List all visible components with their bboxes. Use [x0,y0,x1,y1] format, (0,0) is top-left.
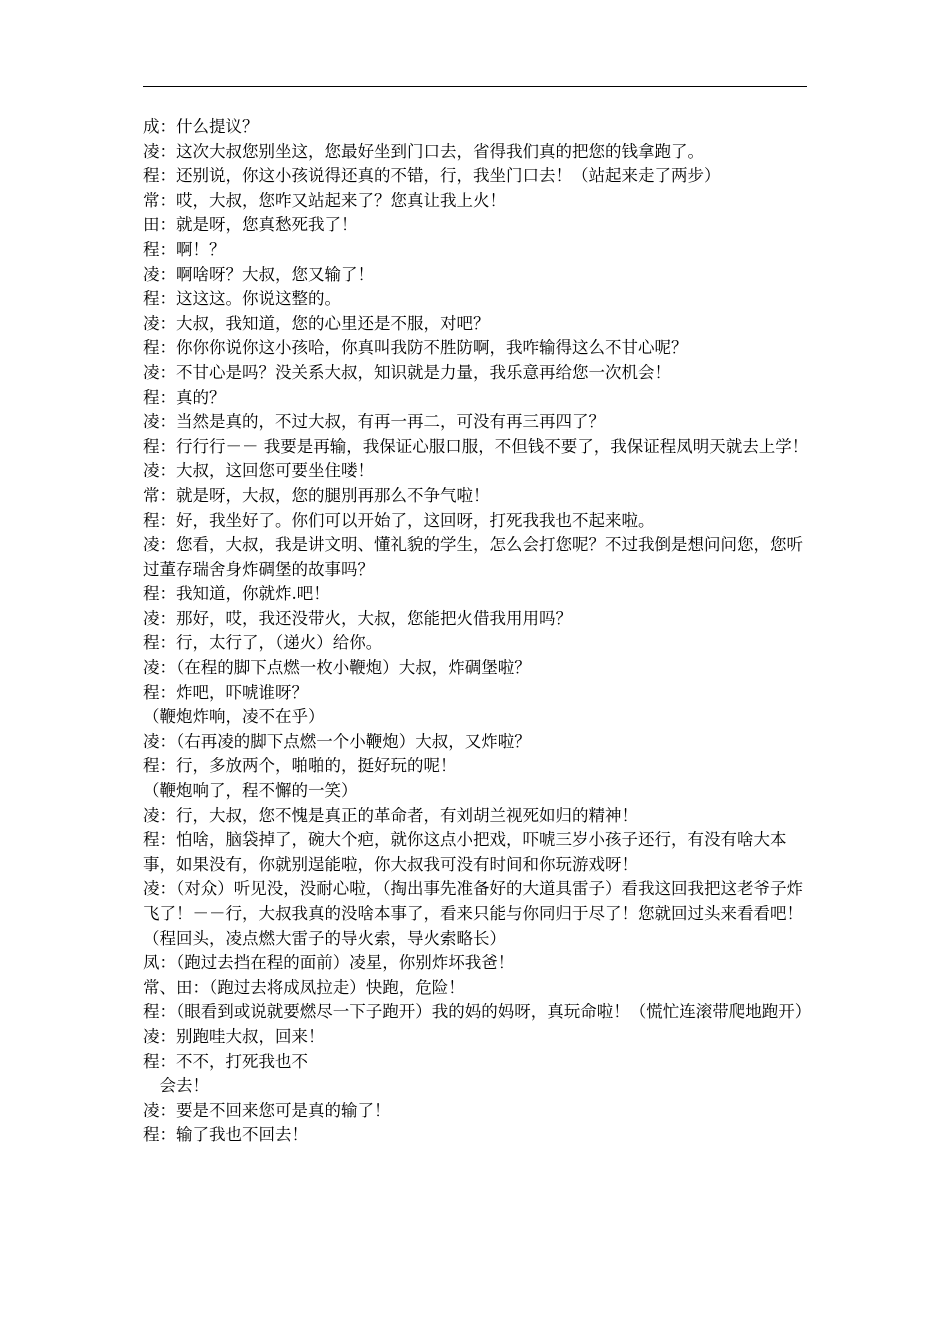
dialogue-line: 凌：行，大叔，您不愧是真正的革命者，有刘胡兰视死如归的精神！ [143,805,638,825]
dialogue-line: 凌：啊啥呀？大叔，您又输了！ [143,264,374,284]
dialogue-line: 程：你你你说你这小孩哈，你真叫我防不胜防啊，我咋输得这么不甘心呢？ [143,338,688,358]
dialogue-line: 凤：（跑过去挡在程的面前）凌星，你别炸坏我爸！ [143,953,515,973]
dialogue-line: 凌：那好，哎，我还没带火，大叔，您能把火借我用用吗？ [143,608,572,628]
dialogue-line: 凌：要是不回来您可是真的输了！ [143,1100,391,1120]
dialogue-line: 成：什么提议？ [143,117,259,136]
dialogue-line: 常、田：（跑过去将成凤拉走）快跑，危险！ [143,977,465,997]
dialogue-line: 凌：大叔，我知道，您的心里还是不服，对吧？ [143,313,490,333]
dialogue-line: 凌：（在程的脚下点燃一枚小鞭炮）大叔，炸碉堡啦？ [143,658,531,678]
dialogue-line: 常：就是呀，大叔，您的腿別再那么不争气啦！ [143,485,490,505]
dialogue-line: 程：怕啥，脑袋掉了，碗大个疤，就你这点小把戏，吓唬三岁小孩子还行，有没有啥大本事，如果没有，你就别逞能啦，你大叔我可没有时间和你玩游戏呀！ [143,830,787,874]
dialogue-line: 程：行，多放两个，啪啪的，挺好玩的呢！ [143,756,457,776]
dialogue-line: 程：不不，打死我也不 [143,1051,308,1071]
dialogue-line: 会去！ [143,1076,209,1096]
dialogue-line: 程：行行行－－ 我要是再输，我保证心服口服，不但钱不要了，我保证程凤明天就去上学！ [143,436,809,456]
dialogue-line: 凌：大叔，这回您可要坐住喽！ [143,461,374,481]
dialogue-line: 程：这这这。你说这整的。 [143,289,341,309]
dialogue-line: 凌：（对众）听见没，没耐心啦，（掏出事先准备好的大道具雷子）看我这回我把这老爷子炸飞了！－－行，大叔我真的没啥本事了，看来只能与你同归于尽了！您就回过头来看看吧！（程回头，凌点燃大雷子的导火索，导火索略长） [143,879,803,948]
dialogue-line: 程：输了我也不回去！ [143,1125,308,1145]
dialogue-line: 常：哎，大叔，您咋又站起来了？您真让我上火！ [143,190,506,210]
stage-direction: （鞭炮炸响，凌不在乎） [143,707,325,727]
dialogue-line: 程：我知道，你就炸.吧！ [143,584,330,604]
header-rule [143,86,807,87]
dialogue-line: 田：就是呀，您真愁死我了！ [143,215,358,235]
dialogue-line: 凌：当然是真的，不过大叔，有再一再二，可没有再三再四了？ [143,412,605,432]
dialogue-line: 凌：（右再凌的脚下点燃一个小鞭炮）大叔，又炸啦？ [143,731,531,751]
dialogue-line: 凌：您看，大叔，我是讲文明、懂礼貌的学生，怎么会打您呢？不过我倒是想问问您，您听过董存瑞舍身炸碉堡的故事吗？ [143,535,803,579]
script-body [143,115,811,1148]
stage-direction: （鞭炮响了，程不懈的一笑） [143,781,358,801]
dialogue-line: 程：好，我坐好了。你们可以开始了，这回呀，打死我我也不起来啦。 [143,510,655,530]
dialogue-line: 程：（眼看到或说就要燃尽一下子跑开）我的妈的妈呀，真玩命啦！（慌忙连滚带爬地跑开） [143,1002,812,1022]
dialogue-line: 凌：这次大叔您别坐这，您最好坐到门口去，省得我们真的把您的钱拿跑了。 [143,141,704,161]
dialogue-line: 凌：别跑哇大叔，回来！ [143,1026,325,1046]
dialogue-line: 程：真的？ [143,387,226,407]
dialogue-line: 程：还别说，你这小孩说得还真的不错，行，我坐门口去！（站起来走了两步） [143,166,721,186]
dialogue-line: 凌：不甘心是吗？没关系大叔，知识就是力量，我乐意再给您一次机会！ [143,362,671,382]
dialogue-line: 程：炸吧，吓唬谁呀？ [143,682,308,702]
dialogue-line: 程：行，太行了，（递火）给你。 [143,633,383,653]
dialogue-line: 程：啊！？ [143,239,226,259]
